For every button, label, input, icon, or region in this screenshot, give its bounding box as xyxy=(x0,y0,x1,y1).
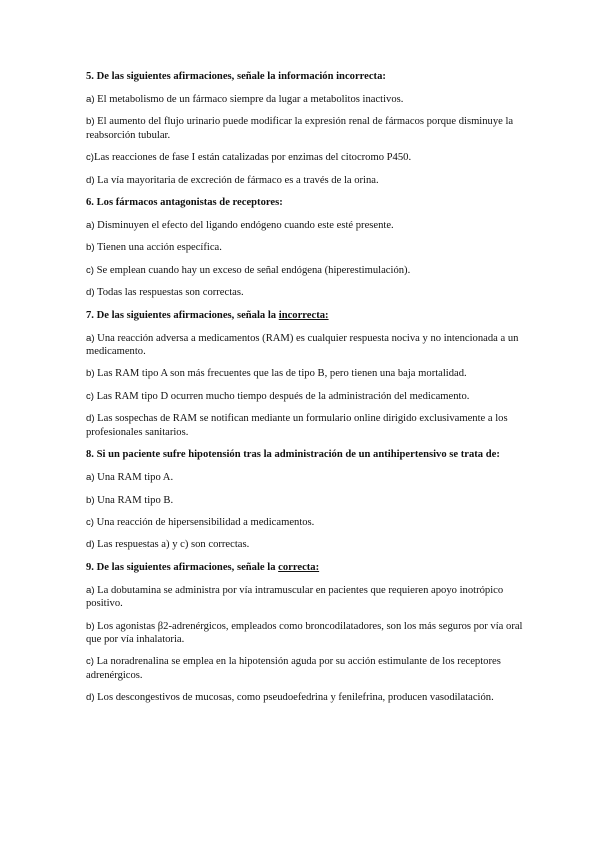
option-text: Las reacciones de fase I están catalizadas por enzimas del citocromo P450. xyxy=(94,152,412,164)
question-title-underlined: correcta: xyxy=(278,561,320,573)
option-letter: a) xyxy=(86,94,95,105)
option-text: La noradrenalina se emplea en la hipotensión aguda por su acción estimulante de los receptores adrenérgicos. xyxy=(86,656,501,681)
option-letter: a) xyxy=(86,584,95,596)
question-title-text: 5. De las siguientes afirmaciones, señale la información incorrecta: xyxy=(86,71,386,82)
option-text: Disminuyen el efecto del ligando endógeno cuando este esté presente. xyxy=(94,220,394,232)
option-letter: c) xyxy=(86,152,94,164)
option-letter: d) xyxy=(86,174,95,186)
option-d xyxy=(86,691,526,704)
question-6 xyxy=(86,196,526,300)
option-text: Una reacción adversa a medicamentos (RAM) es cualquier respuesta nociva y no intencionada a un medicamento. xyxy=(86,332,519,358)
option-c xyxy=(86,151,526,164)
option-d xyxy=(86,538,526,551)
option-letter: b) xyxy=(86,368,95,380)
option-letter: c) xyxy=(86,656,94,668)
question-title xyxy=(86,196,526,209)
option-b xyxy=(86,367,526,380)
option-a xyxy=(86,332,526,359)
question-title-text: 8. Si un paciente sufre hipotensión tras la administración de un antihipertensivo se trata de: xyxy=(86,449,500,461)
option-d xyxy=(86,174,526,187)
option-b xyxy=(86,115,526,142)
option-letter: c) xyxy=(86,390,94,402)
option-text: Una RAM tipo A. xyxy=(94,472,174,484)
question-5 xyxy=(86,70,526,187)
question-title xyxy=(86,309,526,322)
option-letter: b) xyxy=(86,494,95,506)
question-8 xyxy=(86,448,526,552)
question-title xyxy=(86,448,526,461)
option-letter: b) xyxy=(86,620,95,632)
option-a xyxy=(86,584,526,611)
question-7 xyxy=(86,309,526,439)
option-c xyxy=(86,264,526,277)
option-letter: a) xyxy=(86,472,95,484)
option-letter: b) xyxy=(86,116,95,128)
option-letter: a) xyxy=(86,332,95,344)
option-b xyxy=(86,620,526,647)
option-letter: d) xyxy=(86,692,95,704)
option-text: Los agonistas β2-adrenérgicos, empleados como broncodilatadores, son los más seguros por vía oral que por vía inhalatoria. xyxy=(86,620,523,645)
option-text: Una RAM tipo B. xyxy=(94,494,174,506)
option-c xyxy=(86,655,526,682)
question-title xyxy=(86,561,526,574)
option-text: La vía mayoritaria de excreción de fármaco es a través de la orina. xyxy=(94,174,379,186)
document-page xyxy=(86,70,526,714)
option-text: El metabolismo de un fármaco siempre da lugar a metabolitos inactivos. xyxy=(94,94,404,105)
option-letter: c) xyxy=(86,516,94,528)
option-text: Las sospechas de RAM se notifican mediante un formulario online dirigido exclusivamente a los profesionales sanitarios. xyxy=(86,413,508,438)
option-text: Se emplean cuando hay un exceso de señal endógena (hiperestimulación). xyxy=(94,264,411,276)
option-a xyxy=(86,93,526,106)
option-text: Todas las respuestas son correctas. xyxy=(94,287,244,299)
question-title xyxy=(86,70,526,83)
question-title-text: 6. Los fármacos antagonistas de receptores: xyxy=(86,197,283,209)
option-letter: d) xyxy=(86,287,95,299)
option-a xyxy=(86,471,526,484)
option-text: El aumento del flujo urinario puede modificar la expresión renal de fármacos porque disminuye la reabsorción tubular. xyxy=(86,116,514,141)
option-letter: a) xyxy=(86,220,95,232)
option-letter: d) xyxy=(86,413,95,425)
option-d xyxy=(86,286,526,299)
option-text: Las RAM tipo D ocurren mucho tiempo después de la administración del medicamento. xyxy=(94,390,470,402)
option-a xyxy=(86,219,526,232)
option-text: Una reacción de hipersensibilidad a medicamentos. xyxy=(94,516,315,528)
option-c xyxy=(86,516,526,529)
option-c xyxy=(86,390,526,403)
option-letter: b) xyxy=(86,242,95,254)
option-text: Tienen una acción específica. xyxy=(94,242,222,254)
question-title-text: 9. De las siguientes afirmaciones, señale la xyxy=(86,561,279,573)
option-letter: d) xyxy=(86,539,95,551)
option-letter: c) xyxy=(86,264,94,276)
option-text: Las respuestas a) y c) son correctas. xyxy=(94,539,250,551)
question-title-text: 7. De las siguientes afirmaciones, señala la xyxy=(86,309,279,321)
question-title-underlined: incorrecta: xyxy=(278,309,329,321)
option-b xyxy=(86,494,526,507)
option-text: Los descongestivos de mucosas, como pseudoefedrina y fenilefrina, producen vasodilatación. xyxy=(94,692,494,704)
option-text: Las RAM tipo A son más frecuentes que las de tipo B, pero tienen una baja mortalidad. xyxy=(94,368,467,380)
option-text: La dobutamina se administra por vía intramuscular en pacientes que requieren apoyo inotrópico positivo. xyxy=(86,584,504,610)
question-9 xyxy=(86,561,526,705)
option-d xyxy=(86,412,526,439)
option-b xyxy=(86,241,526,254)
